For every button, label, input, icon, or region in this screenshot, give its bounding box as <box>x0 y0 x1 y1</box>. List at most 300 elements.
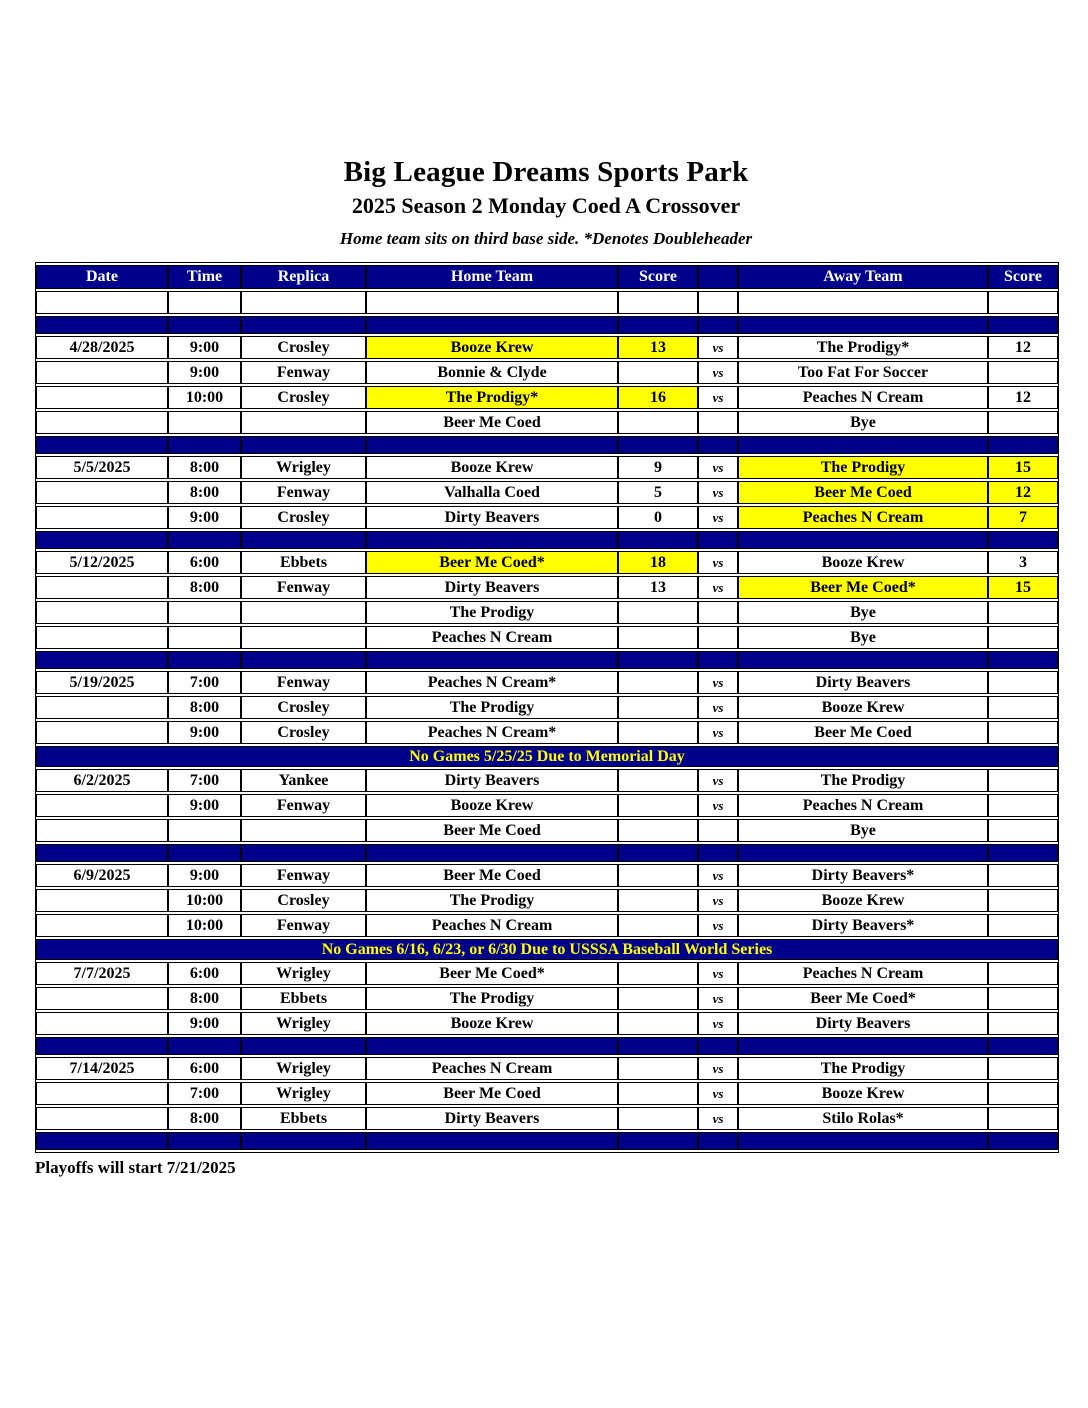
separator-cell <box>36 651 168 669</box>
home-team-cell: The Prodigy <box>366 601 618 624</box>
vs-label: vs <box>698 336 738 359</box>
vs-label: vs <box>698 456 738 479</box>
home-score-cell <box>618 671 698 694</box>
home-score-cell: 13 <box>618 576 698 599</box>
home-score-cell <box>618 1082 698 1105</box>
replica-cell <box>241 626 366 649</box>
home-score-cell <box>618 962 698 985</box>
away-score-cell <box>988 626 1058 649</box>
away-team-cell: Beer Me Coed* <box>738 576 988 599</box>
time-cell: 10:00 <box>168 386 241 409</box>
away-team-cell: Bye <box>738 601 988 624</box>
vs-label: vs <box>698 361 738 384</box>
separator-cell <box>168 1132 241 1150</box>
separator-cell <box>241 531 366 549</box>
vs-label: vs <box>698 576 738 599</box>
separator-cell <box>241 1132 366 1150</box>
game-row <box>36 987 1058 1010</box>
separator-cell <box>618 436 698 454</box>
separator-cell <box>738 844 988 862</box>
separator-cell <box>698 1037 738 1055</box>
home-score-cell: 13 <box>618 336 698 359</box>
home-team-cell: Valhalla Coed <box>366 481 618 504</box>
time-cell: 6:00 <box>168 1057 241 1080</box>
away-team-cell: Peaches N Cream <box>738 506 988 529</box>
separator-cell <box>698 1132 738 1150</box>
separator-cell <box>618 531 698 549</box>
replica-cell: Crosley <box>241 506 366 529</box>
time-cell: 9:00 <box>168 336 241 359</box>
separator-cell <box>698 316 738 334</box>
replica-cell: Ebbets <box>241 987 366 1010</box>
separator-cell <box>988 651 1058 669</box>
column-header-score: Score <box>618 265 698 289</box>
away-score-cell <box>988 962 1058 985</box>
time-cell: 10:00 <box>168 914 241 937</box>
separator-cell <box>366 651 618 669</box>
time-cell: 9:00 <box>168 794 241 817</box>
schedule-table <box>35 262 1059 1153</box>
separator-cell <box>738 1037 988 1055</box>
vs-label <box>698 411 738 434</box>
column-header-date: Date <box>36 265 168 289</box>
away-team-cell: Too Fat For Soccer <box>738 361 988 384</box>
time-cell: 6:00 <box>168 551 241 574</box>
separator-cell <box>366 316 618 334</box>
home-team-cell: The Prodigy <box>366 987 618 1010</box>
replica-cell: Fenway <box>241 361 366 384</box>
replica-cell <box>241 411 366 434</box>
replica-cell: Crosley <box>241 889 366 912</box>
away-team-cell: Peaches N Cream <box>738 962 988 985</box>
replica-cell: Wrigley <box>241 456 366 479</box>
home-score-cell: 0 <box>618 506 698 529</box>
away-team-cell: Booze Krew <box>738 889 988 912</box>
separator-cell <box>168 436 241 454</box>
home-score-cell <box>618 291 698 314</box>
time-cell: 9:00 <box>168 361 241 384</box>
away-team-cell: Bye <box>738 626 988 649</box>
date-cell <box>36 721 168 744</box>
empty-row <box>36 291 1058 314</box>
game-row <box>36 361 1058 384</box>
replica-cell: Fenway <box>241 864 366 887</box>
date-cell <box>36 1012 168 1035</box>
home-team-cell: Peaches N Cream <box>366 1057 618 1080</box>
separator-cell <box>168 844 241 862</box>
time-cell: 8:00 <box>168 696 241 719</box>
home-score-cell <box>618 864 698 887</box>
away-team-cell: The Prodigy <box>738 1057 988 1080</box>
separator-cell <box>36 436 168 454</box>
home-score-cell <box>618 721 698 744</box>
time-cell: 9:00 <box>168 1012 241 1035</box>
date-cell <box>36 361 168 384</box>
date-cell: 7/14/2025 <box>36 1057 168 1080</box>
home-team-cell: Dirty Beavers <box>366 1107 618 1130</box>
replica-cell: Wrigley <box>241 962 366 985</box>
away-score-cell: 15 <box>988 456 1058 479</box>
home-score-cell: 18 <box>618 551 698 574</box>
home-team-cell: Booze Krew <box>366 1012 618 1035</box>
time-cell: 7:00 <box>168 671 241 694</box>
time-cell: 9:00 <box>168 721 241 744</box>
replica-cell: Wrigley <box>241 1012 366 1035</box>
home-score-cell <box>618 696 698 719</box>
home-score-cell <box>618 411 698 434</box>
home-score-cell <box>618 1057 698 1080</box>
separator-row <box>36 316 1058 334</box>
game-row <box>36 456 1058 479</box>
away-score-cell <box>988 819 1058 842</box>
away-score-cell: 12 <box>988 481 1058 504</box>
vs-label <box>698 626 738 649</box>
away-score-cell: 12 <box>988 386 1058 409</box>
separator-cell <box>988 1037 1058 1055</box>
separator-cell <box>36 1037 168 1055</box>
date-cell: 5/19/2025 <box>36 671 168 694</box>
time-cell: 6:00 <box>168 962 241 985</box>
date-cell <box>36 411 168 434</box>
separator-cell <box>366 1037 618 1055</box>
away-score-cell: 3 <box>988 551 1058 574</box>
time-cell: 9:00 <box>168 506 241 529</box>
date-cell <box>36 626 168 649</box>
column-header-away-team: Away Team <box>738 265 988 289</box>
no-games-notice: No Games 6/16, 6/23, or 6/30 Due to USSSA Baseball World Series <box>36 939 1058 960</box>
game-row <box>36 386 1058 409</box>
away-score-cell <box>988 889 1058 912</box>
vs-label <box>698 601 738 624</box>
time-cell <box>168 291 241 314</box>
home-team-cell: Beer Me Coed <box>366 864 618 887</box>
separator-cell <box>988 436 1058 454</box>
vs-label: vs <box>698 721 738 744</box>
home-score-cell: 9 <box>618 456 698 479</box>
date-cell: 7/7/2025 <box>36 962 168 985</box>
separator-cell <box>366 1132 618 1150</box>
date-cell: 4/28/2025 <box>36 336 168 359</box>
column-header-blank <box>698 265 738 289</box>
home-team-cell: Booze Krew <box>366 336 618 359</box>
vs-label: vs <box>698 1012 738 1035</box>
time-cell: 8:00 <box>168 987 241 1010</box>
game-row <box>36 769 1058 792</box>
notice-row <box>36 746 1058 767</box>
home-team-cell: Dirty Beavers <box>366 769 618 792</box>
game-row <box>36 914 1058 937</box>
home-team-cell: Dirty Beavers <box>366 506 618 529</box>
away-team-cell: Booze Krew <box>738 551 988 574</box>
replica-cell: Yankee <box>241 769 366 792</box>
time-cell: 9:00 <box>168 864 241 887</box>
separator-row <box>36 1132 1058 1150</box>
away-team-cell <box>738 291 988 314</box>
schedule-body <box>36 291 1058 1150</box>
separator-cell <box>366 436 618 454</box>
game-row <box>36 576 1058 599</box>
home-score-cell <box>618 889 698 912</box>
home-score-cell <box>618 769 698 792</box>
home-team-cell: Booze Krew <box>366 794 618 817</box>
replica-cell <box>241 601 366 624</box>
vs-label: vs <box>698 696 738 719</box>
time-cell: 8:00 <box>168 456 241 479</box>
separator-cell <box>988 316 1058 334</box>
away-team-cell: Booze Krew <box>738 1082 988 1105</box>
separator-cell <box>618 316 698 334</box>
separator-cell <box>168 1037 241 1055</box>
vs-label: vs <box>698 962 738 985</box>
game-row <box>36 962 1058 985</box>
time-cell: 7:00 <box>168 769 241 792</box>
time-cell: 8:00 <box>168 1107 241 1130</box>
vs-label: vs <box>698 987 738 1010</box>
away-team-cell: Stilo Rolas* <box>738 1107 988 1130</box>
column-header-score: Score <box>988 265 1058 289</box>
away-team-cell: Dirty Beavers* <box>738 914 988 937</box>
separator-cell <box>241 844 366 862</box>
away-team-cell: Beer Me Coed* <box>738 987 988 1010</box>
home-team-cell: Bonnie & Clyde <box>366 361 618 384</box>
game-row <box>36 336 1058 359</box>
game-row <box>36 696 1058 719</box>
vs-label: vs <box>698 1082 738 1105</box>
notice-row <box>36 939 1058 960</box>
replica-cell <box>241 819 366 842</box>
home-team-cell: Beer Me Coed* <box>366 551 618 574</box>
vs-label <box>698 819 738 842</box>
away-team-cell: Peaches N Cream <box>738 794 988 817</box>
time-cell <box>168 601 241 624</box>
column-header-home-team: Home Team <box>366 265 618 289</box>
game-row <box>36 794 1058 817</box>
replica-cell: Wrigley <box>241 1082 366 1105</box>
separator-cell <box>366 844 618 862</box>
time-cell: 10:00 <box>168 889 241 912</box>
date-cell <box>36 1082 168 1105</box>
home-score-cell: 16 <box>618 386 698 409</box>
home-team-cell: Peaches N Cream <box>366 626 618 649</box>
separator-cell <box>698 844 738 862</box>
separator-cell <box>618 1037 698 1055</box>
game-row <box>36 1082 1058 1105</box>
away-score-cell <box>988 864 1058 887</box>
vs-label: vs <box>698 794 738 817</box>
game-row <box>36 551 1058 574</box>
home-team-cell <box>366 291 618 314</box>
home-score-cell <box>618 601 698 624</box>
away-score-cell <box>988 1107 1058 1130</box>
vs-label: vs <box>698 889 738 912</box>
home-team-note: Home team sits on third base side. *Denotes Doubleheader <box>339 229 753 248</box>
date-cell <box>36 696 168 719</box>
game-row <box>36 411 1058 434</box>
separator-row <box>36 531 1058 549</box>
separator-cell <box>738 531 988 549</box>
replica-cell: Ebbets <box>241 551 366 574</box>
separator-cell <box>738 316 988 334</box>
home-team-cell: Peaches N Cream* <box>366 721 618 744</box>
date-cell <box>36 987 168 1010</box>
replica-cell: Crosley <box>241 336 366 359</box>
date-cell <box>36 481 168 504</box>
date-cell <box>36 914 168 937</box>
game-row <box>36 671 1058 694</box>
away-team-cell: Beer Me Coed <box>738 721 988 744</box>
away-score-cell: 7 <box>988 506 1058 529</box>
away-score-cell <box>988 601 1058 624</box>
date-cell <box>36 386 168 409</box>
time-cell: 8:00 <box>168 576 241 599</box>
separator-cell <box>241 1037 366 1055</box>
replica-cell <box>241 291 366 314</box>
column-header-replica: Replica <box>241 265 366 289</box>
away-score-cell <box>988 1057 1058 1080</box>
home-team-cell: Peaches N Cream* <box>366 671 618 694</box>
away-score-cell <box>988 411 1058 434</box>
replica-cell: Ebbets <box>241 1107 366 1130</box>
date-cell <box>36 576 168 599</box>
home-team-cell: The Prodigy* <box>366 386 618 409</box>
game-row <box>36 626 1058 649</box>
time-cell: 8:00 <box>168 481 241 504</box>
away-score-cell <box>988 361 1058 384</box>
replica-cell: Fenway <box>241 481 366 504</box>
separator-cell <box>988 1132 1058 1150</box>
separator-cell <box>36 1132 168 1150</box>
date-cell <box>36 819 168 842</box>
date-cell <box>36 889 168 912</box>
home-team-cell: Dirty Beavers <box>366 576 618 599</box>
separator-cell <box>168 651 241 669</box>
separator-row <box>36 1037 1058 1055</box>
page-subtitle: 2025 Season 2 Monday Coed A Crossover <box>351 193 741 218</box>
home-team-cell: The Prodigy <box>366 696 618 719</box>
away-score-cell <box>988 794 1058 817</box>
separator-cell <box>241 316 366 334</box>
replica-cell: Fenway <box>241 914 366 937</box>
separator-cell <box>241 436 366 454</box>
no-games-notice: No Games 5/25/25 Due to Memorial Day <box>36 746 1058 767</box>
away-score-cell <box>988 914 1058 937</box>
home-team-cell: Beer Me Coed* <box>366 962 618 985</box>
game-row <box>36 1012 1058 1035</box>
home-team-cell: Beer Me Coed <box>366 819 618 842</box>
game-row <box>36 889 1058 912</box>
separator-cell <box>618 651 698 669</box>
separator-cell <box>168 531 241 549</box>
time-cell <box>168 819 241 842</box>
date-cell <box>36 601 168 624</box>
away-score-cell <box>988 1082 1058 1105</box>
game-row <box>36 506 1058 529</box>
vs-label: vs <box>698 671 738 694</box>
vs-label: vs <box>698 769 738 792</box>
away-team-cell: Bye <box>738 819 988 842</box>
date-cell: 5/5/2025 <box>36 456 168 479</box>
separator-cell <box>36 316 168 334</box>
away-team-cell: The Prodigy <box>738 456 988 479</box>
replica-cell: Fenway <box>241 794 366 817</box>
separator-cell <box>168 316 241 334</box>
game-row <box>36 819 1058 842</box>
replica-cell: Crosley <box>241 696 366 719</box>
game-row <box>36 721 1058 744</box>
away-team-cell: Booze Krew <box>738 696 988 719</box>
page-title: Big League Dreams Sports Park <box>343 156 749 188</box>
separator-row <box>36 436 1058 454</box>
date-cell: 6/2/2025 <box>36 769 168 792</box>
game-row <box>36 601 1058 624</box>
separator-cell <box>618 844 698 862</box>
separator-cell <box>241 651 366 669</box>
away-team-cell: The Prodigy <box>738 769 988 792</box>
separator-cell <box>988 531 1058 549</box>
home-team-cell: Booze Krew <box>366 456 618 479</box>
playoffs-note: Playoffs will start 7/21/2025 <box>35 1158 236 1177</box>
home-score-cell <box>618 914 698 937</box>
away-team-cell: Dirty Beavers* <box>738 864 988 887</box>
away-team-cell: Dirty Beavers <box>738 671 988 694</box>
away-score-cell <box>988 291 1058 314</box>
separator-cell <box>618 1132 698 1150</box>
date-cell: 6/9/2025 <box>36 864 168 887</box>
vs-label <box>698 291 738 314</box>
home-score-cell <box>618 1107 698 1130</box>
away-score-cell <box>988 769 1058 792</box>
away-score-cell <box>988 1012 1058 1035</box>
home-team-cell: Peaches N Cream <box>366 914 618 937</box>
date-cell <box>36 506 168 529</box>
vs-label: vs <box>698 551 738 574</box>
replica-cell: Fenway <box>241 576 366 599</box>
time-cell: 7:00 <box>168 1082 241 1105</box>
away-score-cell: 12 <box>988 336 1058 359</box>
separator-row <box>36 651 1058 669</box>
vs-label: vs <box>698 1107 738 1130</box>
replica-cell: Crosley <box>241 386 366 409</box>
home-team-cell: Beer Me Coed <box>366 411 618 434</box>
game-row <box>36 481 1058 504</box>
vs-label: vs <box>698 481 738 504</box>
home-score-cell <box>618 1012 698 1035</box>
away-team-cell: Dirty Beavers <box>738 1012 988 1035</box>
date-cell <box>36 794 168 817</box>
away-score-cell <box>988 987 1058 1010</box>
replica-cell: Wrigley <box>241 1057 366 1080</box>
away-team-cell: Bye <box>738 411 988 434</box>
away-score-cell <box>988 696 1058 719</box>
separator-cell <box>36 844 168 862</box>
home-score-cell <box>618 987 698 1010</box>
date-cell <box>36 1107 168 1130</box>
separator-cell <box>698 531 738 549</box>
vs-label: vs <box>698 914 738 937</box>
column-header-time: Time <box>168 265 241 289</box>
home-score-cell: 5 <box>618 481 698 504</box>
separator-cell <box>698 651 738 669</box>
game-row <box>36 1057 1058 1080</box>
away-team-cell: Peaches N Cream <box>738 386 988 409</box>
header-row <box>36 265 1058 289</box>
time-cell <box>168 626 241 649</box>
date-cell: 5/12/2025 <box>36 551 168 574</box>
vs-label: vs <box>698 864 738 887</box>
separator-cell <box>366 531 618 549</box>
home-score-cell <box>618 794 698 817</box>
time-cell <box>168 411 241 434</box>
